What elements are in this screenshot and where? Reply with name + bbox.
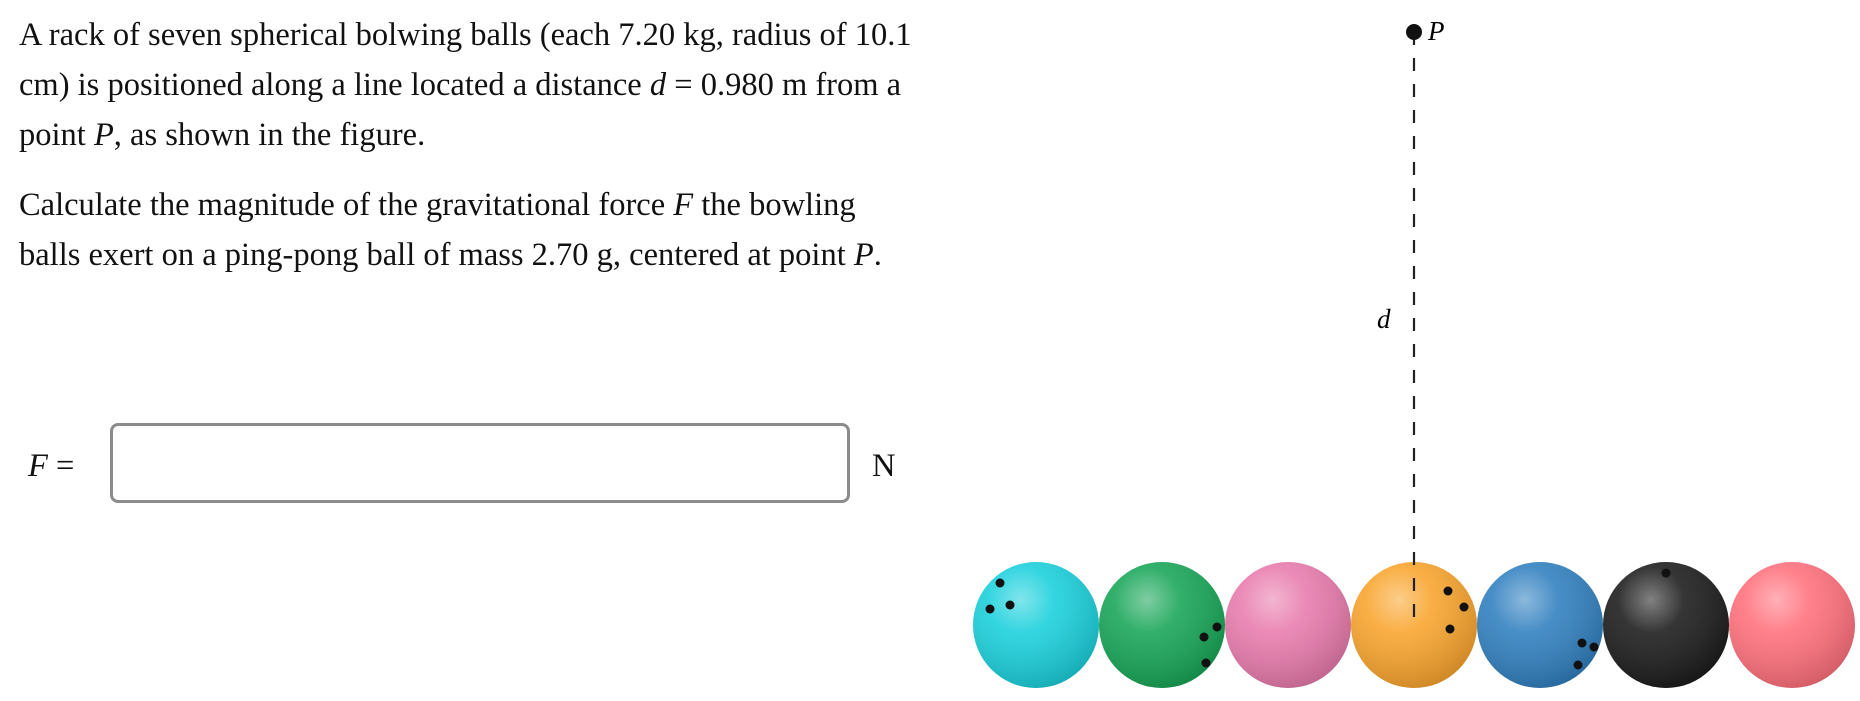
bowling-ball-shine bbox=[1099, 562, 1225, 688]
finger-hole bbox=[1213, 623, 1222, 632]
math-variable-d: d bbox=[649, 67, 667, 103]
finger-hole bbox=[1200, 633, 1209, 642]
figure bbox=[960, 0, 1860, 696]
problem-text: Calculate the magnitude of the gravitational force bbox=[19, 187, 674, 223]
math-variable-p: P bbox=[853, 237, 874, 273]
math-variable-f: F bbox=[673, 187, 694, 223]
answer-row bbox=[28, 423, 928, 509]
finger-hole bbox=[996, 579, 1005, 588]
bowling-ball-shine bbox=[1225, 562, 1351, 688]
problem-text: A rack of seven spherical bolwing balls (each 7.20 kg, radius of 10.1 cm) is positioned along a line located a distance bbox=[19, 17, 912, 103]
problem-statement bbox=[19, 10, 919, 280]
bowling-ball-shine bbox=[1729, 562, 1855, 688]
point-p-label: P bbox=[1428, 16, 1445, 46]
problem-text: . bbox=[873, 237, 882, 273]
finger-hole bbox=[1574, 661, 1583, 670]
bowling-ball-shine bbox=[1477, 562, 1603, 688]
finger-hole bbox=[1444, 587, 1453, 596]
finger-hole bbox=[1578, 639, 1587, 648]
problem-paragraph-2 bbox=[19, 180, 919, 280]
problem-text: = 0.980 m from a point bbox=[19, 67, 902, 153]
finger-hole bbox=[1662, 569, 1671, 578]
problem-paragraph-1 bbox=[19, 10, 919, 160]
answer-equals: = bbox=[47, 448, 75, 484]
finger-hole bbox=[1006, 601, 1015, 610]
problem-text: the bowling balls exert on a ping-pong ball of mass 2.70 g, centered at point bbox=[19, 187, 856, 273]
finger-hole bbox=[1202, 659, 1211, 668]
finger-hole bbox=[1460, 603, 1469, 612]
math-variable-p: P bbox=[93, 117, 114, 153]
distance-d-label: d bbox=[1377, 304, 1391, 334]
answer-label bbox=[28, 441, 74, 491]
force-answer-input[interactable] bbox=[110, 423, 850, 503]
point-p-marker bbox=[1406, 24, 1422, 40]
figure-diagram bbox=[960, 0, 1860, 696]
finger-hole bbox=[986, 605, 995, 614]
bowling-ball-shine bbox=[1603, 562, 1729, 688]
finger-hole bbox=[1590, 643, 1599, 652]
finger-hole bbox=[1446, 625, 1455, 634]
problem-text: , as shown in the figure. bbox=[113, 117, 426, 153]
bowling-ball-shine bbox=[973, 562, 1099, 688]
answer-unit: N bbox=[872, 448, 896, 484]
answer-variable: F bbox=[28, 448, 48, 484]
